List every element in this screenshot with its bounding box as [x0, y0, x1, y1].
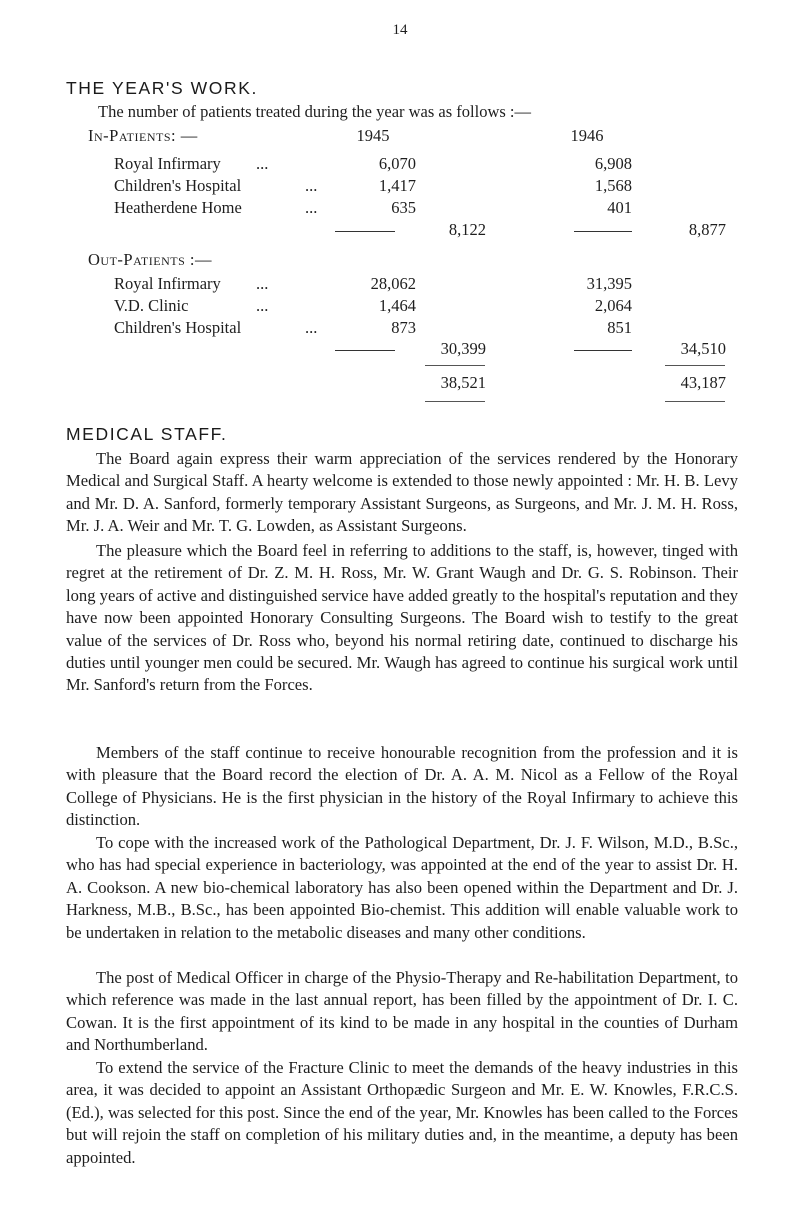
paragraph: The Board again express their warm appreciation of the services rendered by the Honorary Medical and Surgical Staff. A hearty welcome is extended to those newly appointed : Mr. H. B. Levy and Mr. D. A. Sanford, formerly temporary Assistant Surgeons, as Surgeons, and Mr. J. M. H. Ross, Mr. J. A. Weir and Mr. T. G. Lowden, as Assistant Surgeons.	[66, 449, 738, 536]
dot-leader: ...	[256, 296, 269, 315]
row-label: Royal Infirmary	[114, 154, 221, 173]
subtotal-dash	[574, 350, 632, 351]
total-rule	[425, 401, 485, 402]
inpatients-total-1945: 8,122	[448, 220, 486, 239]
paragraph: To cope with the increased work of the Pathological Department, Dr. J. F. Wilson, M.D., B.Sc., who has had special experience in bacteriology, was appointed at the end of the year to assist Dr. H. A. Cookson. A new bio-chemical laboratory has also been opened within the Department and Dr. J. Harkness, M.B., B.Sc., has been appointed Bio-chemist. This addition will enable valuable work to be undertaken in relation to the metabolic diseases and many other conditions.	[66, 833, 738, 942]
outpatients-label: Out-Patients :—	[88, 250, 212, 269]
dot-leader: ...	[305, 198, 318, 217]
value-1945: 6,070	[378, 154, 416, 173]
dot-leader: ...	[305, 176, 318, 195]
value-1946: 401	[607, 198, 632, 217]
row-label: Children's Hospital	[114, 318, 242, 337]
year-1946-header: 1946	[570, 126, 604, 145]
total-rule	[425, 365, 485, 366]
row-label: V.D. Clinic	[114, 296, 189, 315]
value-1945: 873	[391, 318, 416, 337]
row-label: Royal Infirmary	[114, 274, 221, 293]
row-label: Children's Hospital	[114, 176, 242, 195]
outpatients-total-1945: 30,399	[440, 339, 486, 358]
section-heading-medical-staff: MEDICAL STAFF.	[66, 424, 228, 444]
value-1946: 1,568	[594, 176, 632, 195]
total-rule	[665, 401, 725, 402]
value-1945: 28,062	[370, 274, 416, 293]
paragraph: The post of Medical Officer in charge of the Physio-Therapy and Re-habilitation Department, to which reference was made in the last annual report, has been filled by the appointment of Dr. I. C. Cowan. It is the first appointment of its kind to be made in any hospital in the counties of Durham and Northumberland.	[66, 968, 738, 1055]
page-number: 14	[392, 22, 408, 38]
year-1945-header: 1945	[356, 126, 390, 145]
section-heading-years-work: THE YEAR'S WORK.	[66, 78, 258, 98]
inpatients-label: In-Patients: —	[88, 126, 198, 145]
value-1946: 6,908	[594, 154, 632, 173]
grand-total-1945: 38,521	[440, 373, 486, 392]
total-rule	[665, 365, 725, 366]
value-1946: 2,064	[594, 296, 632, 315]
paragraph: Members of the staff continue to receive honourable recognition from the profession and it is with pleasure that the Board record the election of Dr. A. A. M. Nicol as a Fellow of the Royal College of Physicians. He is the first physician in the history of the Royal Infirmary to achieve this distinction.	[66, 743, 738, 830]
value-1946: 31,395	[586, 274, 632, 293]
intro-text: The number of patients treated during the year was as follows :—	[98, 102, 531, 121]
inpatients-total-1946: 8,877	[688, 220, 726, 239]
subtotal-dash	[335, 350, 395, 351]
paragraph: The pleasure which the Board feel in referring to additions to the staff, is, however, tinged with regret at the retirement of Dr. Z. M. H. Ross, Mr. W. Grant Waugh and Dr. G. S. Robinson. Their long years of active and distinguished service have added greatly to the hospital's reputation and they have now been appointed Honorary Consulting Surgeons. The Board wish to testify to the great value of the services of Dr. Ross who, beyond his normal retiring date, continued to discharge his duties until younger men could be secured. Mr. Waugh has agreed to continue his surgical work until Mr. Sanford's return from the Forces.	[66, 541, 738, 695]
outpatients-total-1946: 34,510	[680, 339, 726, 358]
grand-total-1946: 43,187	[680, 373, 726, 392]
subtotal-dash	[574, 231, 632, 232]
row-label: Heatherdene Home	[114, 198, 242, 217]
dot-leader: ...	[256, 274, 269, 293]
dot-leader: ...	[256, 154, 269, 173]
subtotal-dash	[335, 231, 395, 232]
dot-leader: ...	[305, 318, 318, 337]
paragraph: To extend the service of the Fracture Clinic to meet the demands of the heavy industries in this area, it was decided to appoint an Assistant Orthopædic Surgeon and Mr. E. W. Knowles, F.R.C.S. (Ed.), was selected for this post. Since the end of the year, Mr. Knowles has been called to the Forces but will rejoin the staff on completion of his military duties and, in the meantime, a deputy has been appointed.	[66, 1058, 738, 1167]
value-1945: 635	[391, 198, 416, 217]
value-1945: 1,464	[378, 296, 416, 315]
value-1946: 851	[607, 318, 632, 337]
value-1945: 1,417	[378, 176, 416, 195]
